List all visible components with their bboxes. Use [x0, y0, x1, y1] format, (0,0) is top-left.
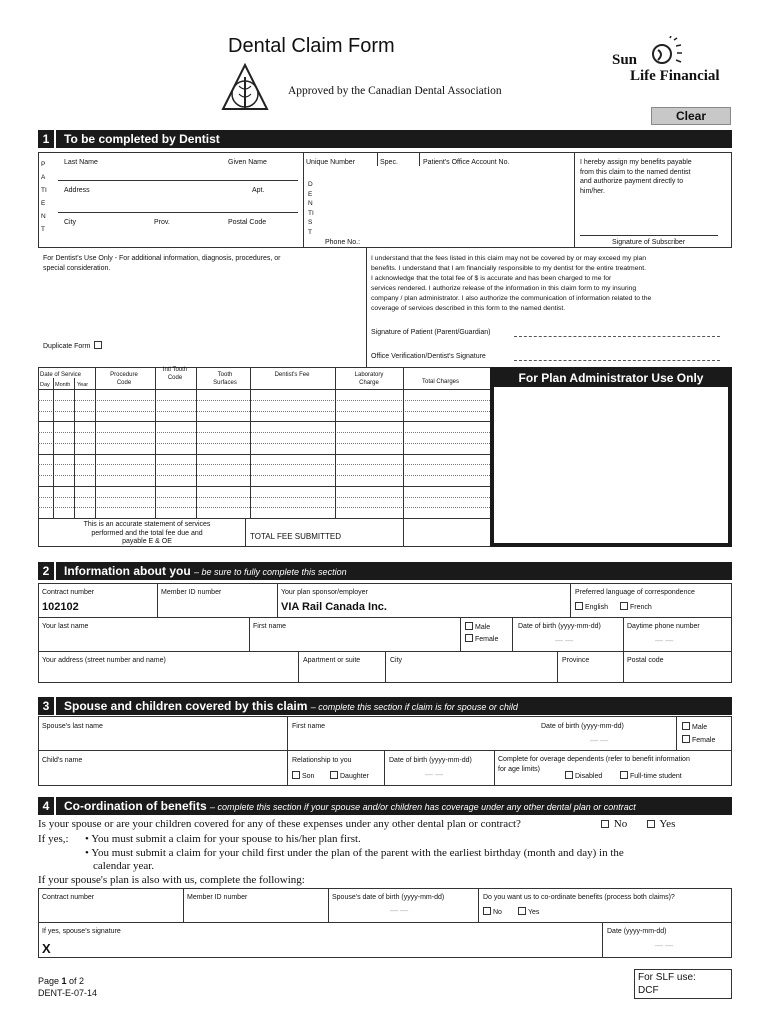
divider — [460, 617, 461, 651]
section-number: 1 — [38, 130, 56, 148]
english-checkbox[interactable] — [575, 602, 583, 610]
table-row-line — [38, 507, 490, 508]
female-checkbox[interactable] — [465, 634, 473, 642]
approved-text: Approved by the Canadian Dental Association — [288, 85, 502, 97]
divider — [74, 378, 75, 518]
office-verification-label: Office Verification/Dentist's Signature — [371, 353, 486, 360]
bullet-2b: calendar year. — [93, 860, 155, 872]
signature-subscriber-label: Signature of Subscriber — [612, 239, 686, 246]
cda-logo-icon — [220, 62, 270, 114]
divider — [328, 888, 329, 922]
last-name-label: Last Name — [64, 159, 98, 166]
phone-label: Daytime phone number — [627, 623, 700, 630]
dob-input[interactable]: — — — [555, 636, 574, 645]
divider — [419, 152, 420, 166]
son-option[interactable]: Son — [292, 771, 314, 781]
slf-use-label: For SLF use: — [638, 972, 696, 983]
divider — [377, 152, 378, 166]
tooth-surfaces-header: Tooth Surfaces — [213, 372, 237, 386]
table-row-line — [38, 454, 490, 455]
signature-patient-label: Signature of Patient (Parent/Guardian) — [371, 329, 491, 336]
contract-number-value[interactable]: 102102 — [42, 601, 79, 613]
section-title: To be completed by Dentist — [64, 132, 220, 146]
procedure-code-header: Procedure Code — [110, 372, 138, 386]
divider — [157, 583, 158, 617]
divider — [155, 367, 156, 518]
bullet-1: • You must submit a claim for your spouse to his/her plan first. — [85, 833, 361, 845]
spouse-dob-input[interactable]: — — — [390, 906, 409, 915]
table-row-line — [38, 497, 490, 498]
coord-no-option[interactable]: No — [483, 907, 502, 917]
divider — [403, 367, 404, 547]
coverage-question: Is your spouse or are your children covered for any of these expenses under any other dental plan or contract? — [38, 818, 521, 830]
patient-vertical-label: PATIENT — [41, 161, 47, 233]
first-name-label: First name — [253, 623, 287, 630]
pref-language-label: Preferred language of correspondence — [575, 589, 695, 596]
section-4-header: 4 Co-ordination of benefits – complete this section if your spouse and/or children has coverage under any other dental plan or contract — [38, 797, 732, 815]
spouse-dob-input[interactable]: — — — [590, 736, 609, 745]
address-label: Your address (street number and name) — [42, 657, 166, 664]
son-checkbox[interactable] — [292, 771, 300, 779]
yes-option[interactable]: Yes — [647, 818, 675, 831]
male-option[interactable]: Male — [465, 622, 490, 632]
spouse-dob-label: Spouse's date of birth (yyyy-mm-dd) — [332, 894, 445, 901]
male-checkbox[interactable] — [682, 722, 690, 730]
divider — [38, 518, 490, 519]
assign-text: I hereby assign my benefits payable from this claim to the named dentist and authorize payment directly to him/her. — [580, 159, 692, 195]
dentist-vertical-label: DENTIST — [308, 181, 314, 236]
coord-yes-checkbox[interactable] — [518, 907, 526, 915]
dcf-label: DCF — [638, 985, 659, 996]
member-id-label: Member ID number — [161, 589, 222, 596]
subscriber-signature-line[interactable] — [580, 235, 718, 236]
total-charges-header: Total Charges — [422, 379, 460, 385]
coordinate-question: Do you want us to co-ordinate benefits (process both claims)? — [483, 894, 675, 901]
apt-label: Apt. — [252, 187, 265, 194]
understand-text: I understand that the fees listed in this claim may not be covered by or may exceed my plan benefits. I understand that I am financially responsible to my dentist for the entire treatment. I acknowledge that the total fee of $ is accurate and has been charged to me for services rendered. I authorize release of the information in this claim form to my insuring company / plan administrator. I also authorize the communication of information related to the coverage of services described in this form to the named dentist. — [371, 255, 652, 312]
divider — [53, 378, 54, 518]
french-checkbox[interactable] — [620, 602, 628, 610]
year-header: Year — [77, 382, 89, 388]
duplicate-form-checkbox[interactable] — [94, 341, 102, 349]
full-time-option[interactable]: Full-time student — [620, 771, 682, 781]
relationship-label: Relationship to you — [292, 757, 352, 764]
female-checkbox[interactable] — [682, 735, 690, 743]
form-title: Dental Claim Form — [228, 35, 395, 57]
child-dob-input[interactable]: — — — [425, 770, 444, 779]
female-option[interactable]: Female — [465, 634, 498, 644]
last-name-label: Your last name — [42, 623, 89, 630]
also-with-us: If your spouse's plan is also with us, complete the following: — [38, 874, 305, 886]
contract-number-label: Contract number — [42, 589, 95, 596]
divider — [512, 617, 513, 651]
divider — [623, 651, 624, 683]
if-yes-label: If yes,: — [38, 833, 69, 845]
divider — [38, 750, 732, 751]
english-option[interactable]: English — [575, 602, 608, 612]
divider — [38, 389, 490, 390]
divider — [38, 922, 732, 923]
divider — [196, 367, 197, 518]
divider — [249, 617, 250, 651]
section-3-header: 3 Spouse and children covered by this claim – complete this section if claim is for spouse or child — [38, 697, 732, 715]
full-time-checkbox[interactable] — [620, 771, 628, 779]
dentist-use-text: For Dentist's Use Only - For additional information, diagnosis, procedures, or special consideration. — [43, 255, 281, 272]
section-1-header — [38, 130, 732, 148]
plan-admin-area — [494, 387, 728, 543]
plan-sponsor-label: Your plan sponsor/employer — [281, 589, 368, 596]
divider — [385, 651, 386, 683]
address-label: Address — [64, 187, 90, 194]
page-indicator: Page 1 of 2 — [38, 976, 85, 986]
patient-signature-line[interactable] — [514, 336, 720, 337]
bullet-2: • You must submit a claim for your child first under the plan of the parent with the earliest birthday (month and day) in the — [85, 847, 624, 859]
divider — [245, 518, 246, 547]
no-checkbox[interactable] — [601, 820, 609, 828]
male-checkbox[interactable] — [465, 622, 473, 630]
postal-code-label: Postal code — [627, 657, 664, 664]
table-row-line — [38, 464, 490, 465]
disabled-checkbox[interactable] — [565, 771, 573, 779]
no-option[interactable]: No — [601, 818, 627, 831]
duplicate-form-label: Duplicate Form — [43, 341, 104, 351]
divider — [557, 651, 558, 683]
first-name-label: First name — [292, 723, 326, 730]
coord-no-checkbox[interactable] — [483, 907, 491, 915]
overage-text: Complete for overage dependents (refer to benefit information for age limits) — [498, 756, 690, 773]
coord-yes-option[interactable]: Yes — [518, 907, 539, 917]
sun-logo-icon — [648, 36, 686, 70]
divider — [384, 750, 385, 786]
city-label: City — [390, 657, 403, 664]
female-option[interactable]: Female — [682, 735, 715, 745]
dob-label: Date of birth (yyyy-mm-dd) — [518, 623, 601, 630]
day-header: Day — [40, 382, 50, 388]
intl-tooth-code-header: Intl Tooth Code — [162, 367, 188, 381]
logo-life-financial: Life Financial — [630, 68, 720, 84]
divider — [494, 750, 495, 786]
table-row-line — [38, 475, 490, 476]
dentist-fee-header: Dentist's Fee — [274, 372, 310, 378]
spouse-dob-label: Date of birth (yyyy-mm-dd) — [541, 723, 624, 730]
logo-sun: Sun — [612, 52, 638, 68]
month-header: Month — [55, 382, 71, 388]
form-code: DENT-E-07-14 — [38, 988, 98, 998]
table-row-line — [38, 421, 490, 422]
yes-checkbox[interactable] — [647, 820, 655, 828]
date-of-service-header: Date of Service — [40, 372, 82, 378]
spouse-signature-label: If yes, spouse's signature — [42, 928, 121, 935]
daughter-checkbox[interactable] — [330, 771, 338, 779]
signature-x-mark[interactable]: X — [42, 941, 51, 956]
phone-no-label: Phone No.: — [325, 239, 361, 246]
disabled-option[interactable]: Disabled — [565, 771, 602, 781]
given-name-label: Given Name — [228, 159, 267, 166]
child-name-label: Child's name — [42, 757, 83, 764]
contract-number-label: Contract number — [42, 894, 95, 901]
total-fee-label: TOTAL FEE SUBMITTED — [250, 532, 341, 541]
divider — [623, 617, 624, 651]
divider — [183, 888, 184, 922]
divider — [574, 152, 575, 248]
divider — [602, 922, 603, 958]
french-option[interactable]: French — [620, 602, 652, 612]
child-dob-label: Date of birth (yyyy-mm-dd) — [389, 757, 472, 764]
section-2-header: 2 Information about you – be sure to fully complete this section — [38, 562, 732, 580]
office-account-label: Patient's Office Account No. — [423, 159, 510, 166]
divider — [298, 651, 299, 683]
divider — [250, 367, 251, 518]
table-row-line — [38, 411, 490, 412]
office-signature-line[interactable] — [514, 360, 720, 361]
divider — [478, 888, 479, 922]
apt-suite-label: Apartment or suite — [303, 657, 361, 664]
divider — [277, 583, 278, 617]
clear-button[interactable]: Clear — [651, 107, 731, 125]
lab-charge-header: Laboratory Charge — [354, 372, 384, 386]
divider — [335, 367, 336, 518]
divider — [58, 180, 298, 181]
phone-input[interactable]: — — — [655, 636, 674, 645]
divider — [38, 617, 732, 618]
postal-code-label: Postal Code — [228, 219, 267, 226]
divider — [58, 212, 298, 213]
divider — [676, 716, 677, 750]
city-label: City — [64, 219, 77, 226]
unique-number-label: Unique Number — [306, 159, 356, 166]
date-input[interactable]: — — — [655, 941, 674, 950]
date-label: Date (yyyy-mm-dd) — [607, 928, 667, 935]
spec-label: Spec. — [380, 159, 398, 166]
prov-label: Prov. — [154, 219, 170, 226]
table-row-line — [38, 443, 490, 444]
accurate-statement: This is an accurate statement of services performed and the total fee due and payable E & OE — [83, 521, 211, 545]
divider — [95, 367, 96, 518]
table-row-line — [38, 432, 490, 433]
table-row-line — [38, 486, 490, 487]
divider — [570, 583, 571, 617]
divider — [366, 248, 367, 367]
member-id-label: Member ID number — [187, 894, 248, 901]
plan-sponsor-value[interactable]: VIA Rail Canada Inc. — [281, 601, 387, 613]
table-row-line — [38, 400, 490, 401]
divider — [303, 152, 304, 248]
spouse-last-name-label: Spouse's last name — [42, 723, 103, 730]
province-label: Province — [562, 657, 590, 664]
plan-admin-title: For Plan Administrator Use Only — [518, 371, 704, 385]
divider — [287, 750, 288, 786]
divider — [287, 716, 288, 750]
daughter-option[interactable]: Daughter — [330, 771, 369, 781]
male-option[interactable]: Male — [682, 722, 707, 732]
